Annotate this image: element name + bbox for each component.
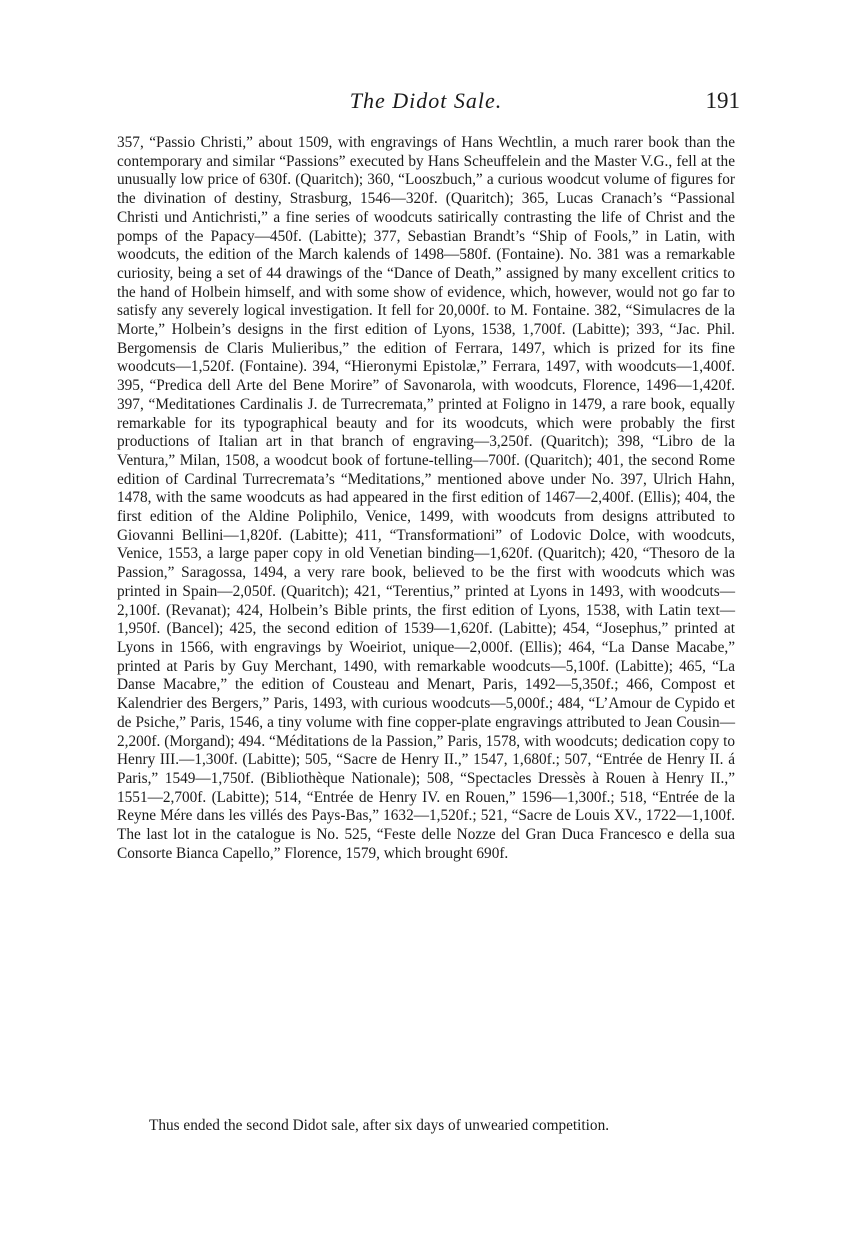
page-number: 191 [705, 88, 740, 113]
closing-paragraph: Thus ended the second Didot sale, after six days of unwearied competition. [149, 1117, 610, 1134]
body-paragraph: 357, “Passio Christi,” about 1509, with engravings of Hans Wechtlin, a much rarer book than the contemporary and similar “Passions” executed by Hans Scheuffelein and the Master V.G., fell at the unusually low price of 630f. (Quaritch); 360, “Looszbuch,” a curious woodcut volume of figures for the divination of destiny, Strasburg, 1546—320f. (Quaritch); 365, Lucas Cranach’s “Passional Christi und Antichristi,” a fine series of woodcuts satirically contrasting the life of Christ and the pomps of the Papacy—450f. (Labitte); 377, Sebastian Brandt’s “Ship of Fools,” in Latin, with woodcuts, the edition of the March kalends of 1498—580f. (Fontaine). No. 381 was a remarkable curiosity, being a set of 44 drawings of the “Dance of Death,” assigned by many excellent critics to the hand of Holbein himself, and with some show of evidence, which, however, would not go far to satisfy any severely logical investigation. It fell for 20,000f. to M. Fontaine. 382, “Simulacres de la Morte,” Holbein’s designs in the first edition of Lyons, 1538, 1,700f. (Labitte); 393, “Jac. Phil. Bergomensis de Claris Mulieribus,” the edition of Ferrara, 1497, which is prized for its fine woodcuts—1,520f. (Fontaine). 394, “Hieronymi Epistolæ,” Ferrara, 1497, with woodcuts—1,400f. 395, “Predica dell Arte del Bene Morire” of Savonarola, with woodcuts, Florence, 1496—1,420f. 397, “Meditationes Cardinalis J. de Turrecremata,” printed at Foligno in 1479, a rare book, equally remarkable for its typographical beauty and for its woodcuts, which were probably the first productions of Italian art in that branch of engraving—3,250f. (Quaritch); 398, “Libro de la Ventura,” Milan, 1508, a woodcut book of fortune-telling—700f. (Quaritch); 401, the second Rome edition of Cardinal Turrecremata’s “Meditations,” mentioned above under No. 397, Ulrich Hahn, 1478, with the same woodcuts as had appeared in the first edition of 1467—2,400f. (Ellis); 404, the first edition of the Aldine Poliphilo, Venice, 1499, with woodcuts from designs attributed to Giovanni Bellini—1,820f. (Labitte); 411, “Transformationi” of Lodovic Dolce, with woodcuts, Venice, 1553, a large paper copy in old Venetian binding—1,620f. (Quaritch); 420, “Thesoro de la Passion,” Saragossa, 1494, a very rare book, believed to be the first with woodcuts which was printed in Spain—2,050f. (Quaritch); 421, “Terentius,” printed at Lyons in 1493, with woodcuts—2,100f. (Revanat); 424, Holbein’s Bible prints, the first edition of Lyons, 1538, with Latin text—1,950f. (Bancel); 425, the second edition of 1539—1,620f. (Labitte); 454, “Josephus,” printed at Lyons in 1566, with engravings by Woeiriot, unique—2,000f. (Ellis); 464, “La Danse Macabe,” printed at Paris by Guy Merchant, 1490, with remarkable woodcuts—5,100f. (Labitte); 465, “La Danse Macabre,” the edition of Cousteau and Menart, Paris, 1492—5,350f.; 466, Compost et Kalendrier des Bergers,” Paris, 1493, with curious woodcuts—5,000f.; 484, “L’Amour de Cypido et de Psiche,” Paris, 1546, a tiny volume with fine copper-plate engravings attributed to Jean Cousin—2,200f. (Morgand); 494. “Méditations de la Passion,” Paris, 1578, with woodcuts; dedication copy to Henry III.—1,300f. (Labitte); 505, “Sacre de Henry II.,” 1547, 1,680f.; 507, “Entrée de Henry II. á Paris,” 1549—1,750f. (Bibliothèque Nationale); 508, “Spectacles Dressès à Rouen à Henry II.,” 1551—2,700f. (Labitte); 514, “Entrée de Henry IV. en Rouen,” 1596—1,300f.; 518, “Entrée de la Reyne Mére dans les villés des Pays-Bas,” 1632—1,520f.; 521, “Sacre de Louis XV., 1722—1,100f. The last lot in the catalogue is No. 525, “Feste delle Nozze del Gran Duca Francesco e della sua Consorte Bianca Capello,” Florence, 1579, which brought 690f. [117, 134, 735, 862]
running-title: The Didot Sale. [349, 88, 503, 113]
